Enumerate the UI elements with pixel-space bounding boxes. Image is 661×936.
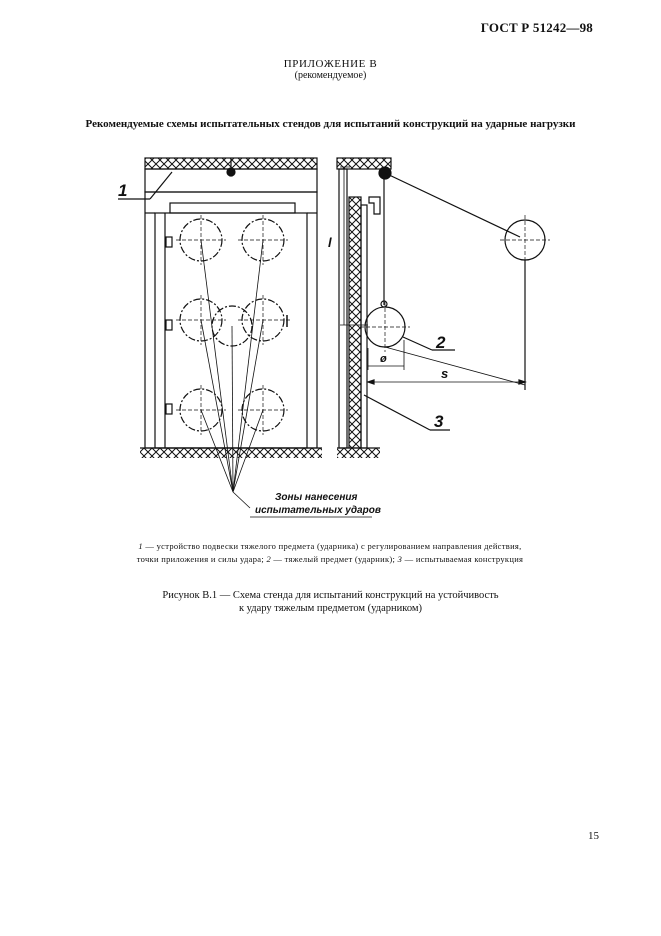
page-number: 15	[588, 830, 599, 842]
label-length: l	[328, 235, 332, 250]
front-view	[118, 158, 322, 508]
figure-caption	[100, 589, 561, 615]
hinge	[166, 404, 172, 414]
suspension-point	[227, 168, 235, 176]
floor-hatch-side	[337, 448, 380, 458]
hinge	[166, 320, 172, 330]
tested-construction	[349, 197, 361, 448]
hinge	[166, 237, 172, 247]
caption-line-2: к удару тяжелым предметом (ударником)	[238, 603, 423, 614]
caption-line-1: Рисунок В.1 — Схема стенда для испытаний конструкций на устойчивость	[162, 590, 499, 601]
label-diameter: ø	[380, 353, 387, 365]
floor-hatch	[140, 448, 322, 458]
label-2: 2	[436, 333, 446, 352]
section-heading: Рекомендуемые схемы испытательных стендов для испытаний конструкций на ударные нагрузки	[85, 118, 576, 130]
annex-note: (рекомендуемое)	[294, 70, 367, 81]
annex-title: ПРИЛОЖЕНИЕ В	[283, 58, 378, 70]
zones-label-line2: испытательных ударов	[255, 505, 381, 516]
label-1: 1	[118, 181, 128, 200]
side-view	[337, 158, 550, 458]
zones-label-line1: Зоны нанесения	[275, 492, 358, 503]
figure-legend: 1 — устройство подвески тяжелого предмета (ударника) с регулированием направления действия, точки приложения и силы удара; 2 — тяжелый предмет (ударник); 3 — испытываемая конструкция	[136, 541, 524, 564]
label-distance: s	[441, 366, 449, 381]
label-3: 3	[434, 412, 444, 431]
document-code: ГОСТ Р 51242—98	[480, 20, 593, 35]
